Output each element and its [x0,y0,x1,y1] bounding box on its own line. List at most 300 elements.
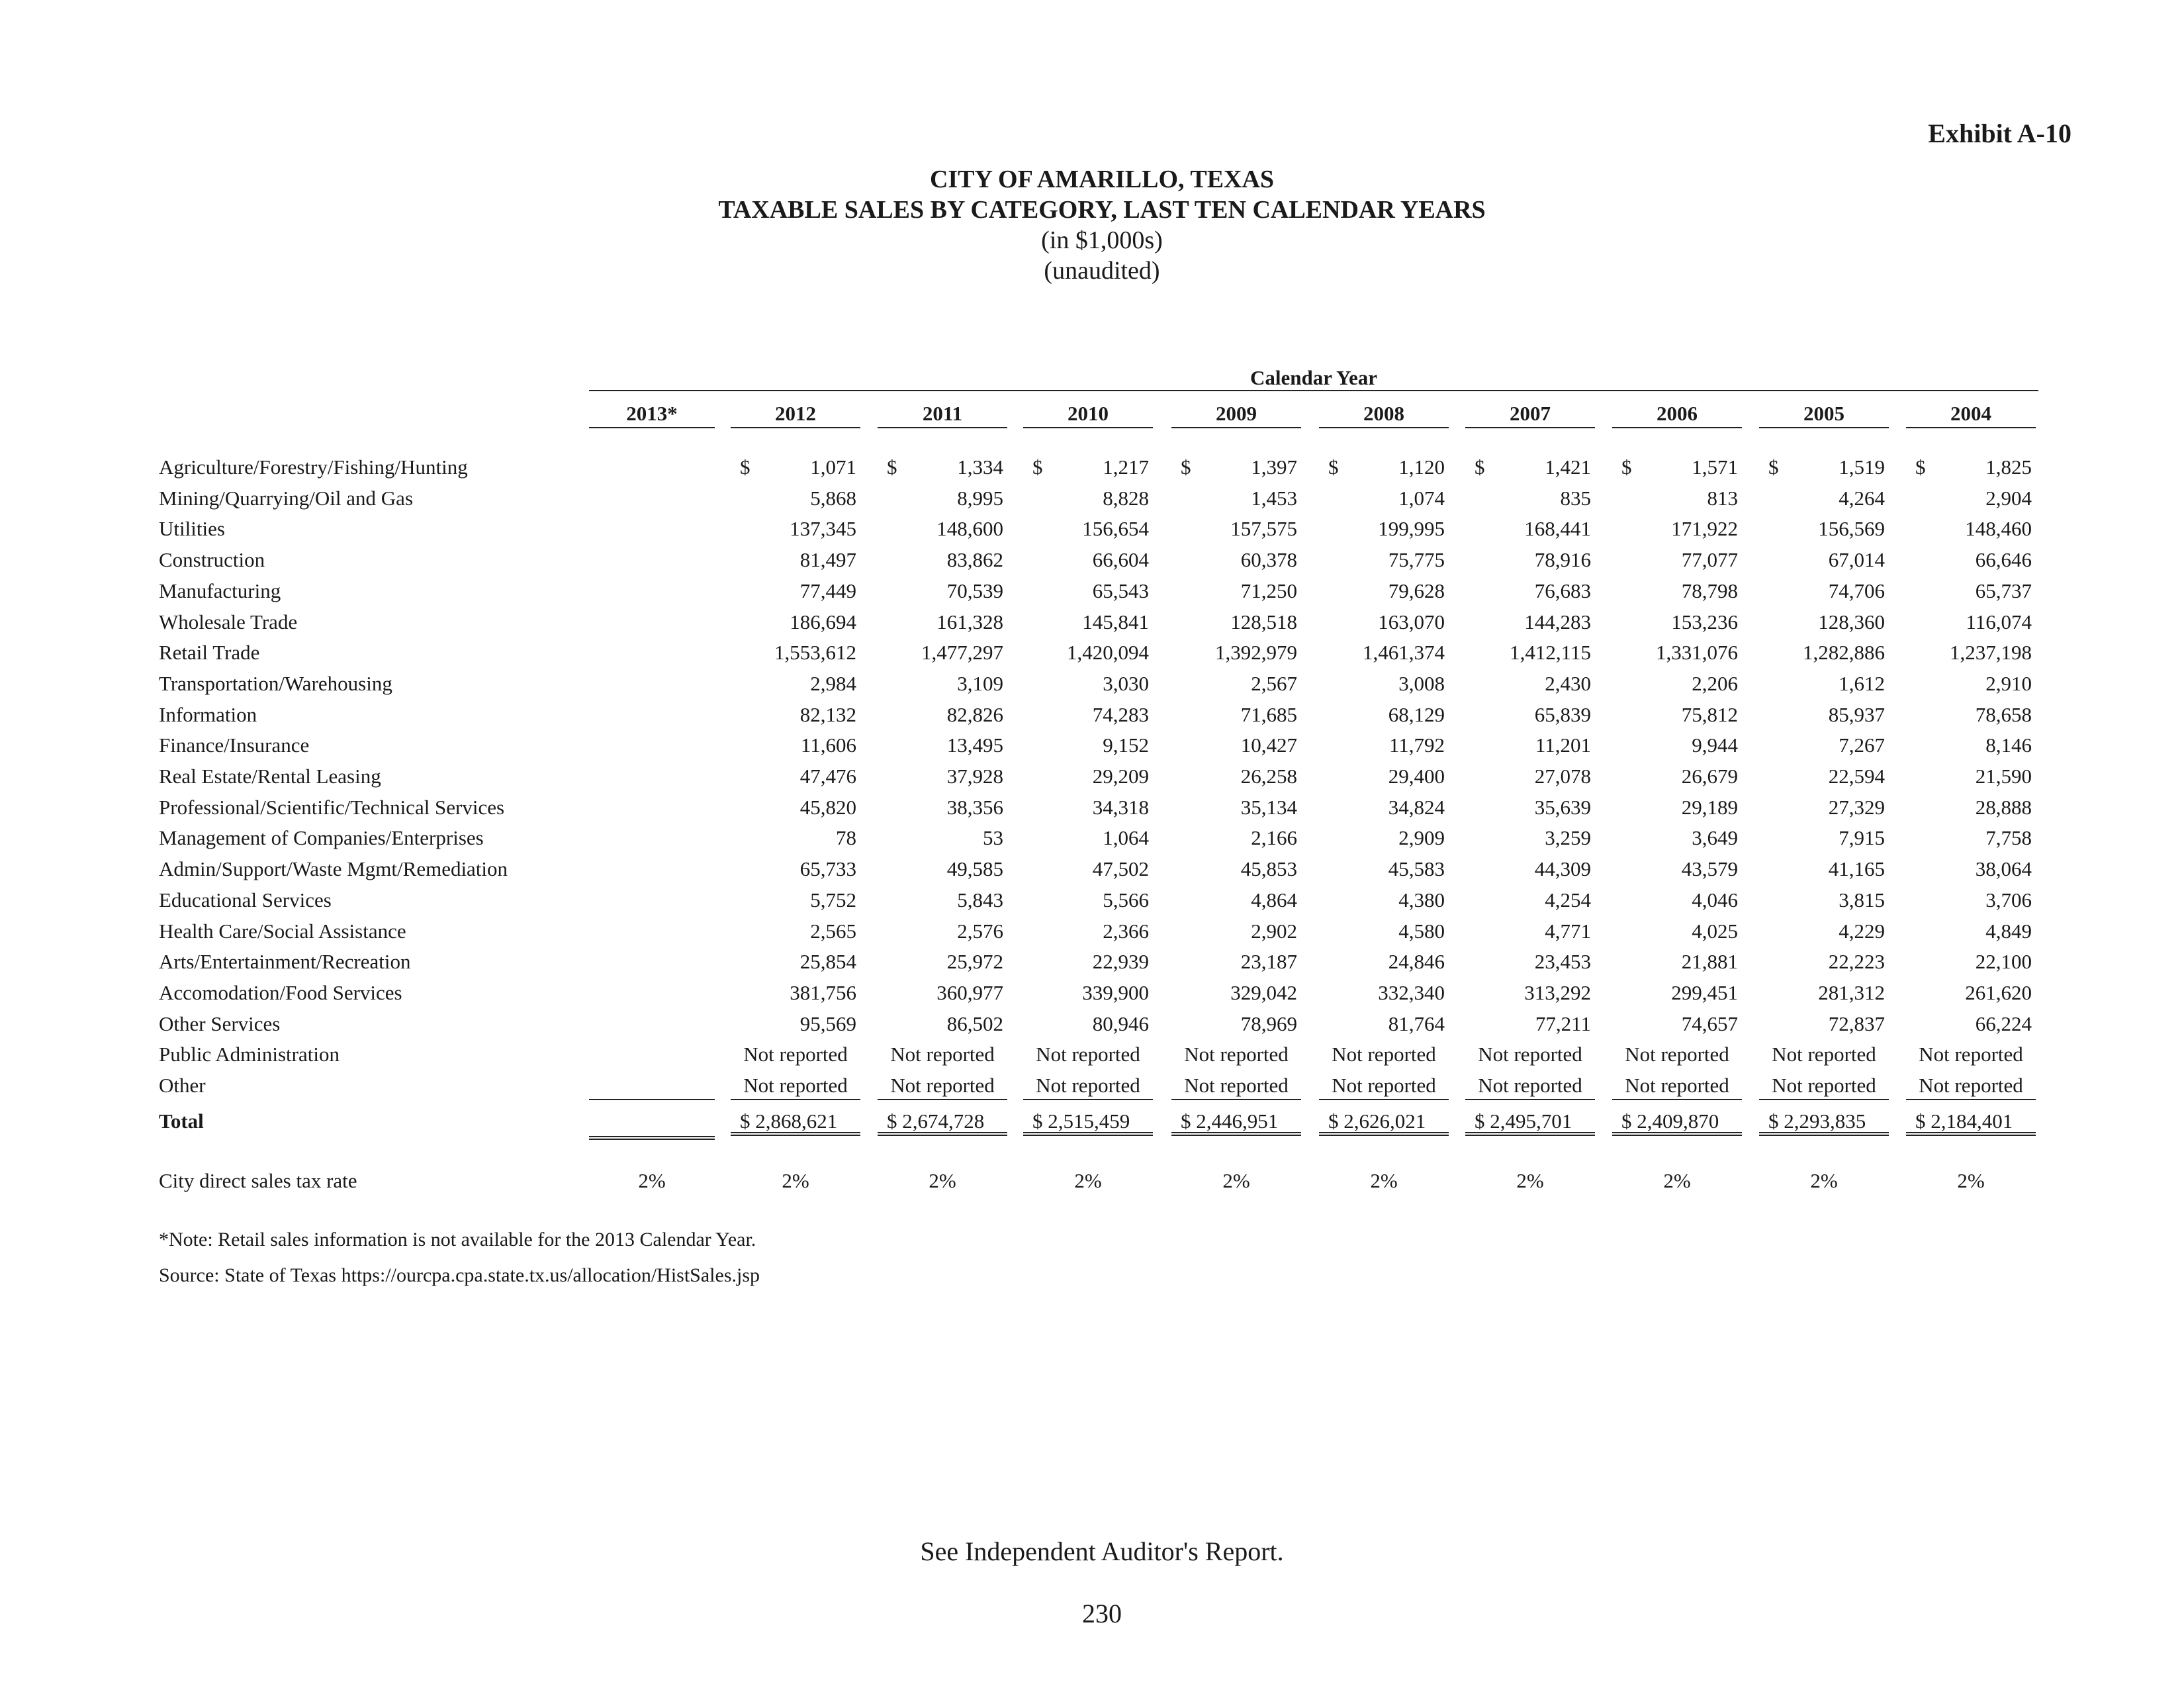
title-audit-status: (unaudited) [1044,257,1160,285]
table-cell [1171,919,1297,945]
table-cell [1023,765,1149,790]
cell-value: 78,658 [1975,703,2032,726]
cell-value: 1,453 [1251,487,1297,510]
cell-value: 3,030 [1103,672,1149,695]
cell-value: 163,070 [1378,610,1445,633]
cell-value: Not reported [1478,1043,1582,1066]
table-cell [1319,455,1445,481]
table-cell [1171,1012,1297,1037]
table-cell [1023,610,1149,635]
row-label: Mining/Quarrying/Oil and Gas [159,487,414,510]
cell-value: 1,397 [1251,455,1297,479]
table-cell [1906,765,2032,790]
cell-value: 281,312 [1818,981,1885,1004]
table-cell [1319,857,1445,882]
total-value: $ 2,409,870 [1612,1109,1742,1136]
table-cell [1906,672,2032,697]
table-cell [878,672,1003,697]
cell-value: 7,267 [1839,733,1885,757]
table-cell [1171,487,1297,512]
total-value: $ 2,868,621 [731,1109,860,1136]
table-cell [1465,610,1591,635]
table-cell [1612,455,1738,481]
table-cell [1465,455,1591,481]
table-cell [1023,703,1149,728]
table-cell [731,548,856,573]
table-cell [731,610,856,635]
table-cell [1906,487,2032,512]
tax-rate-value: 2% [1222,1169,1250,1192]
tax-rate-value: 2% [1663,1169,1691,1192]
table-cell [1612,981,1738,1006]
table-cell [1612,857,1738,882]
cell-value: Not reported [1184,1043,1289,1066]
table-row [0,487,2184,513]
table-cell [731,765,856,790]
row-label: Construction [159,548,265,571]
cell-value: 144,283 [1524,610,1591,633]
table-cell [1759,1012,1885,1037]
cell-value: 2,984 [810,672,856,695]
table-cell [1023,1012,1149,1037]
table-row [0,579,2184,606]
table-cell [1465,981,1591,1006]
cell-value: 47,476 [799,765,856,788]
cell-value: 95,569 [799,1012,856,1035]
cell-value: 813 [1707,487,1738,510]
table-cell [1171,517,1297,542]
cell-value: 2,576 [957,919,1003,943]
table-cell [1171,765,1297,790]
table-row [0,1043,2184,1069]
cell-value: 1,825 [1985,455,2032,479]
cell-value: 171,922 [1671,517,1738,540]
table-cell [1906,888,2032,914]
table-cell [1465,950,1591,975]
cell-value: 78,969 [1240,1012,1297,1035]
table-cell [1465,826,1591,851]
table-cell [1612,919,1738,945]
cell-value: 128,518 [1230,610,1297,633]
row-label: Professional/Scientific/Technical Services [159,796,505,819]
table-cell [1319,548,1445,573]
table-cell [1465,703,1591,728]
cell-value: 5,752 [810,888,856,912]
table-cell [731,1074,860,1100]
cell-value: Not reported [1184,1074,1289,1097]
table-cell [1465,1043,1595,1068]
cell-value: Not reported [743,1074,848,1097]
table-cell [1759,517,1885,542]
cell-value: 148,460 [1965,517,2032,540]
row-label: Other Services [159,1012,281,1035]
table-cell [1759,765,1885,790]
table-cell [878,765,1003,790]
year-header-2010: 2010 [1023,402,1153,428]
table-cell [1465,487,1591,512]
cell-value: 128,360 [1818,610,1885,633]
cell-value: 81,764 [1388,1012,1445,1035]
table-cell [878,548,1003,573]
table-cell [731,733,856,759]
cell-value: 835 [1560,487,1591,510]
row-label: Public Administration [159,1043,340,1066]
table-cell [1906,455,2032,481]
total-value: $ 2,293,835 [1759,1109,1889,1136]
table-cell [731,857,856,882]
table-cell [1612,1043,1742,1068]
currency-symbol: $ [1181,455,1191,479]
table-cell [878,888,1003,914]
table-cell [1759,919,1885,945]
table-cell [1319,579,1445,604]
cell-value: 3,815 [1839,888,1885,912]
table-cell [1906,826,2032,851]
table-cell [1906,796,2032,821]
currency-symbol: $ [1475,455,1485,479]
cell-value: 21,881 [1681,950,1738,973]
year-header-2011: 2011 [878,402,1007,428]
total-value: $ 2,446,951 [1171,1109,1301,1136]
table-cell [1023,672,1149,697]
cell-value: 1,064 [1103,826,1149,849]
cell-value: 28,888 [1975,796,2032,819]
cell-value: 299,451 [1671,981,1738,1004]
table-cell [731,517,856,542]
cell-value: 3,008 [1398,672,1445,695]
cell-value: 43,579 [1681,857,1738,880]
cell-value: 44,309 [1534,857,1591,880]
cell-value: 4,380 [1398,888,1445,912]
table-cell [1906,733,2032,759]
table-cell [1171,455,1297,481]
table-cell [878,733,1003,759]
cell-value: Not reported [890,1074,995,1097]
table-cell [1319,1012,1445,1037]
currency-symbol: $ [1915,455,1926,479]
table-cell [1759,796,1885,821]
table-cell [1023,487,1149,512]
total-value: $ 2,495,701 [1465,1109,1595,1136]
cell-value: 67,014 [1828,548,1885,571]
table-cell [878,919,1003,945]
table-cell [1319,703,1445,728]
table-cell [731,703,856,728]
cell-value: 4,046 [1692,888,1738,912]
cell-value: 1,237,198 [1950,641,2032,664]
cell-value: 77,077 [1681,548,1738,571]
table-cell [1319,1074,1449,1100]
table-row [0,888,2184,915]
tax-rate-row [0,1169,2184,1196]
cell-value: 79,628 [1388,579,1445,602]
row-label: Finance/Insurance [159,733,310,757]
table-cell [1906,1012,2032,1037]
table-cell [1612,487,1738,512]
cell-value: 2,567 [1251,672,1297,695]
cell-value: 332,340 [1378,981,1445,1004]
table-cell [1906,641,2032,666]
table-cell [1171,733,1297,759]
table-cell [878,517,1003,542]
table-cell [1759,888,1885,914]
tax-rate-value: 2% [782,1169,809,1192]
cell-value: 77,449 [799,579,856,602]
cell-value: 78 [836,826,856,849]
cell-value: 82,826 [946,703,1003,726]
cell-value: 10,427 [1240,733,1297,757]
table-cell [1759,487,1885,512]
table-cell [1612,1074,1742,1100]
table-cell [1171,641,1297,666]
table-cell [731,579,856,604]
cell-value: 75,812 [1681,703,1738,726]
table-cell [1759,548,1885,573]
cell-value: 339,900 [1082,981,1149,1004]
table-cell [1319,826,1445,851]
table-cell [731,1012,856,1037]
cell-value: 38,064 [1975,857,2032,880]
cell-value: 2,565 [810,919,856,943]
currency-symbol: $ [1768,455,1779,479]
table-cell [731,919,856,945]
header-rule [589,390,2038,391]
cell-value: 1,420,094 [1067,641,1149,664]
cell-value: 8,146 [1985,733,2032,757]
cell-value: 5,843 [957,888,1003,912]
cell-value: 29,189 [1681,796,1738,819]
table-cell [1612,672,1738,697]
row-label: Accomodation/Food Services [159,981,402,1004]
cell-value: 74,706 [1828,579,1885,602]
cell-value: 41,165 [1828,857,1885,880]
table-cell [1465,1074,1595,1100]
table-cell [1759,981,1885,1006]
cell-value: 76,683 [1534,579,1591,602]
total-value: $ 2,515,459 [1023,1109,1153,1136]
cell-value: 2,910 [1985,672,2032,695]
year-header-2012: 2012 [731,402,860,428]
table-cell [731,950,856,975]
table-cell [1759,857,1885,882]
table-cell [1612,641,1738,666]
cell-value: 78,916 [1534,548,1591,571]
table-cell [1023,641,1149,666]
cell-value: 4,849 [1985,919,2032,943]
table-cell [878,1074,1007,1100]
cell-value: 53 [983,826,1003,849]
table-cell [1612,517,1738,542]
table-cell [1319,672,1445,697]
table-cell [1612,548,1738,573]
table-cell [1906,610,2032,635]
year-header-2007: 2007 [1465,402,1595,428]
table-cell [1465,517,1591,542]
row-label: Manufacturing [159,579,281,602]
cell-value: 199,995 [1378,517,1445,540]
cell-value: 7,915 [1839,826,1885,849]
table-cell [1759,672,1885,697]
cell-value: 78,798 [1681,579,1738,602]
auditor-report-note: See Independent Auditor's Report. [920,1536,1284,1566]
cell-value: Not reported [1919,1043,2023,1066]
cell-value: 1,461,374 [1363,641,1445,664]
table-cell [731,888,856,914]
table-cell [1612,579,1738,604]
cell-value: 13,495 [946,733,1003,757]
table-cell [1171,703,1297,728]
table-cell [1612,703,1738,728]
cell-value: Not reported [1625,1074,1729,1097]
table-cell [878,796,1003,821]
cell-value: 29,209 [1092,765,1149,788]
table-cell [1171,981,1297,1006]
table-cell [1319,487,1445,512]
year-header-2009: 2009 [1171,402,1301,428]
table-cell [1319,919,1445,945]
total-label: Total [159,1109,204,1133]
cell-value: 161,328 [936,610,1003,633]
cell-value: Not reported [1478,1074,1582,1097]
cell-value: 71,250 [1240,579,1297,602]
table-cell [1759,733,1885,759]
table-cell [1759,1043,1889,1068]
table-cell [1023,857,1149,882]
cell-value: 22,594 [1828,765,1885,788]
cell-value: 4,264 [1839,487,1885,510]
table-row [0,765,2184,791]
cell-value: 74,283 [1092,703,1149,726]
table-cell [1319,1043,1449,1068]
table-cell [1465,641,1591,666]
cell-value: 4,229 [1839,919,1885,943]
total-2013-blank [589,1109,715,1140]
cell-value: Not reported [1332,1074,1436,1097]
cell-value: 26,258 [1240,765,1297,788]
cell-value: Not reported [1772,1074,1876,1097]
cell-value: 2,902 [1251,919,1297,943]
table-row [0,796,2184,822]
table-cell [1023,1074,1153,1100]
table-row [0,548,2184,575]
table-cell [731,487,856,512]
cell-value: 75,775 [1388,548,1445,571]
table-cell [731,796,856,821]
cell-value: 38,356 [946,796,1003,819]
cell-value: 1,282,886 [1803,641,1885,664]
cell-value: 25,972 [946,950,1003,973]
cell-value: 313,292 [1524,981,1591,1004]
cell-value: 72,837 [1828,1012,1885,1035]
cell-value: 1,553,612 [774,641,856,664]
table-cell [1906,579,2032,604]
cell-value: 261,620 [1965,981,2032,1004]
table-row [0,1074,2184,1100]
table-cell [731,672,856,697]
cell-value: 47,502 [1092,857,1149,880]
cell-value: 1,571 [1692,455,1738,479]
cell-value: Not reported [890,1043,995,1066]
cell-value: 45,853 [1240,857,1297,880]
cell-value: Not reported [1332,1043,1436,1066]
table-cell [1465,888,1591,914]
cell-value: 156,654 [1082,517,1149,540]
row-label: Transportation/Warehousing [159,672,392,695]
cell-value: 34,318 [1092,796,1149,819]
cell-value: 8,995 [957,487,1003,510]
total-value: $ 2,626,021 [1319,1109,1449,1136]
cell-value: 156,569 [1818,517,1885,540]
cell-value: 168,441 [1524,517,1591,540]
cell-value: 23,453 [1534,950,1591,973]
table-cell [1759,826,1885,851]
table-row [0,703,2184,729]
cell-value: 80,946 [1092,1012,1149,1035]
cell-value: 27,329 [1828,796,1885,819]
cell-value: 81,497 [799,548,856,571]
table-cell [1319,981,1445,1006]
row-label: Educational Services [159,888,332,912]
tax-rate-value: 2% [638,1169,666,1192]
table-cell [878,1043,1007,1068]
year-header-2008: 2008 [1319,402,1449,428]
cell-value: Not reported [1772,1043,1876,1066]
title-units: (in $1,000s) [1041,226,1163,254]
row-label: Information [159,703,257,726]
cell-value: 2,430 [1545,672,1591,695]
table-cell [1319,517,1445,542]
cell-value: 37,928 [946,765,1003,788]
table-cell [1023,919,1149,945]
table-cell [1612,950,1738,975]
table-cell [1023,796,1149,821]
table-cell [1023,1043,1153,1068]
table-cell [1906,857,2032,882]
cell-value: 11,606 [800,733,856,757]
cell-value: 24,846 [1388,950,1445,973]
table-cell [1612,733,1738,759]
cell-value: 3,706 [1985,888,2032,912]
cell-value: 35,639 [1534,796,1591,819]
cell-value: 4,580 [1398,919,1445,943]
table-cell [878,579,1003,604]
table-cell [1906,1074,2036,1100]
cell-value: 82,132 [799,703,856,726]
table-cell [878,857,1003,882]
cell-value: 1,331,076 [1656,641,1738,664]
row-label: Utilities [159,517,225,540]
tax-rate-value: 2% [1516,1169,1544,1192]
year-header-2006: 2006 [1612,402,1742,428]
cell-value: 65,737 [1975,579,2032,602]
table-cell [1906,950,2032,975]
table-cell [878,826,1003,851]
cell-value: 11,792 [1388,733,1445,757]
total-row [0,1109,2184,1136]
table-row [0,641,2184,667]
cell-value: 329,042 [1230,981,1297,1004]
cell-value: 116,074 [1966,610,2032,633]
table-row [0,826,2184,853]
table-row [0,517,2184,543]
row-label: Arts/Entertainment/Recreation [159,950,411,973]
table-cell [878,950,1003,975]
cell-value: Not reported [743,1043,848,1066]
year-header-2013-note: 2013* [589,402,715,428]
cell-value: 3,109 [957,672,1003,695]
cell-value: 1,074 [1398,487,1445,510]
table-cell [1465,765,1591,790]
